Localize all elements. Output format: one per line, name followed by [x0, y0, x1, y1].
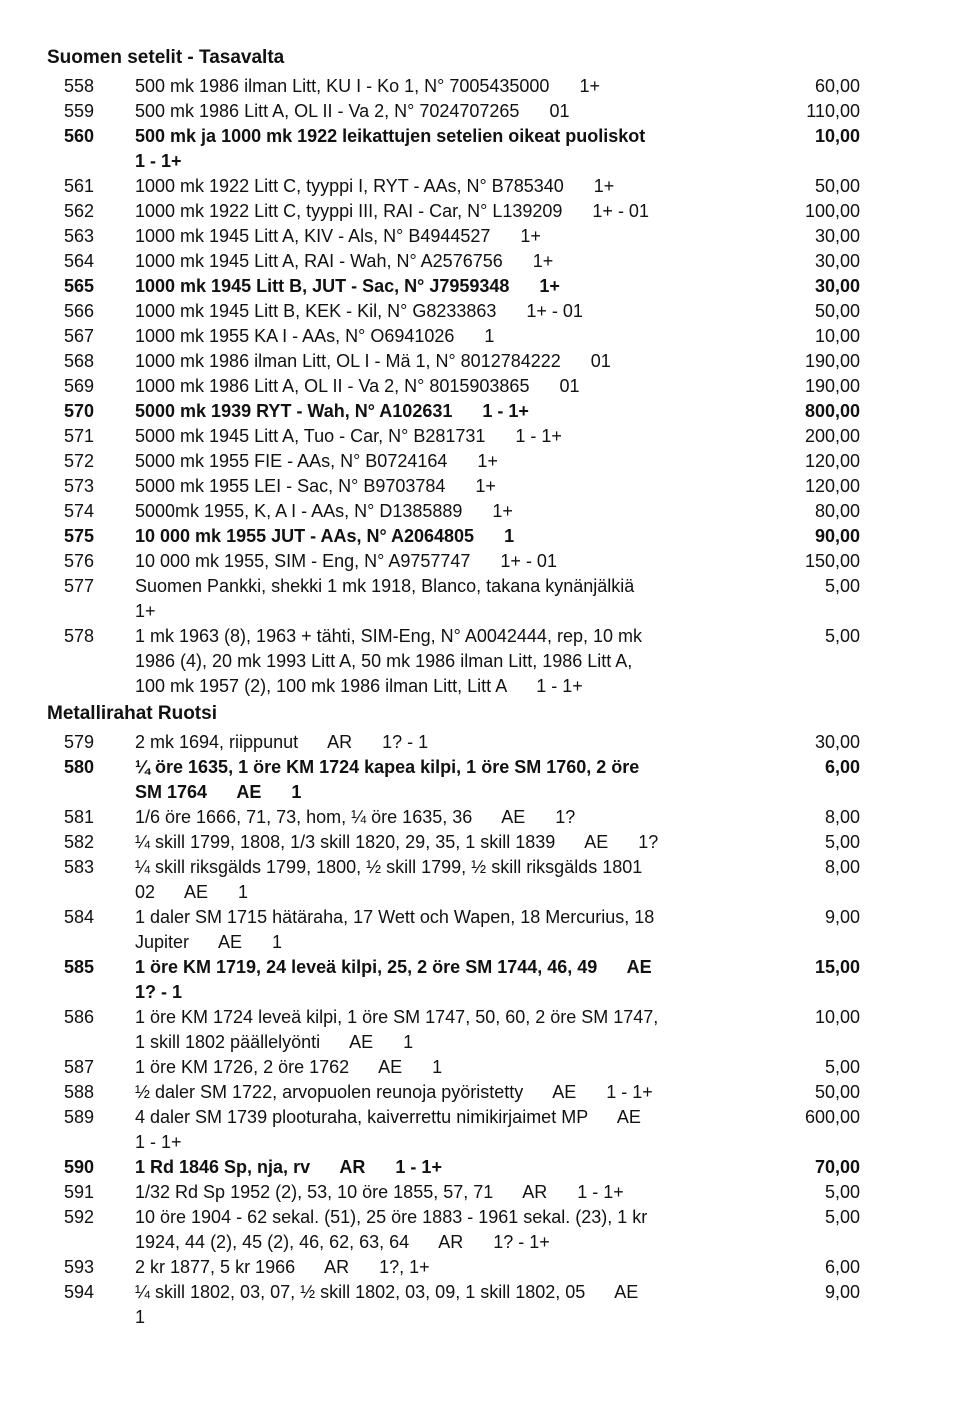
lot-description-line: 1000 mk 1955 KA I - AAs, N° O6941026 1 — [135, 326, 495, 346]
lot-number: 574 — [64, 501, 95, 521]
lot-description-line: Suomen Pankki, shekki 1 mk 1918, Blanco, takana kynänjälkiä — [135, 576, 635, 596]
lot-description-line: 1000 mk 1945 Litt B, JUT - Sac, N° J7959348 1+ — [135, 276, 560, 296]
lot-description-line: Jupiter AE 1 — [135, 932, 283, 952]
lot-description-line: 1000 mk 1945 Litt A, KIV - Als, N° B4944527 1+ — [135, 226, 541, 246]
lot-description-line: 100 mk 1957 (2), 100 mk 1986 ilman Litt, Litt A 1 - 1+ — [135, 676, 583, 696]
lot-number: 562 — [64, 201, 95, 221]
lot-description-line: 1 öre KM 1719, 24 leveä kilpi, 25, 2 öre SM 1744, 46, 49 AE — [135, 957, 652, 977]
lot-number: 572 — [64, 451, 95, 471]
lot-price: 5,00 — [824, 626, 860, 646]
lot-price: 10,00 — [814, 126, 860, 146]
lot-price: 70,00 — [814, 1157, 860, 1177]
lot-price: 5,00 — [824, 832, 860, 852]
lot-number: 569 — [64, 376, 95, 396]
lot-description-line: 500 mk 1986 ilman Litt, KU I - Ko 1, N° 7005435000 1+ — [135, 76, 600, 96]
lot-price: 80,00 — [814, 501, 860, 521]
lot-number: 588 — [64, 1082, 95, 1102]
lot-description-line: 10 000 mk 1955 JUT - AAs, N° A2064805 1 — [135, 526, 515, 546]
lot-price: 100,00 — [804, 201, 860, 221]
lot-description-line: 1 - 1+ — [135, 151, 182, 171]
lot-price: 5,00 — [824, 576, 860, 596]
lot-price: 30,00 — [814, 276, 860, 296]
lot-number: 592 — [64, 1207, 95, 1227]
lot-number: 593 — [64, 1257, 95, 1277]
lot-description-line: 1 - 1+ — [135, 1132, 182, 1152]
lot-price: 110,00 — [806, 101, 860, 121]
lot-price: 10,00 — [814, 1007, 860, 1027]
lot-price: 15,00 — [814, 957, 860, 977]
lot-description-line: 5000mk 1955, K, A I - AAs, N° D1385889 1+ — [135, 501, 513, 521]
lot-number: 591 — [64, 1182, 95, 1202]
lot-price: 50,00 — [814, 1082, 860, 1102]
lot-price: 800,00 — [804, 401, 860, 421]
lot-description-line: 1000 mk 1986 Litt A, OL II - Va 2, N° 8015903865 01 — [135, 376, 580, 396]
lot-number: 589 — [64, 1107, 95, 1127]
lot-number: 583 — [64, 857, 95, 877]
lot-description-line: 10 000 mk 1955, SIM - Eng, N° A9757747 1+ - 01 — [135, 551, 557, 571]
lot-description-line: 2 kr 1877, 5 kr 1966 AR 1?, 1+ — [135, 1257, 430, 1277]
lot-price: 600,00 — [804, 1107, 860, 1127]
lot-description-line: 1000 mk 1986 ilman Litt, OL I - Mä 1, N° 8012784222 01 — [135, 351, 611, 371]
lot-description-line: 1000 mk 1922 Litt C, tyyppi III, RAI - Car, N° L139209 1+ - 01 — [135, 201, 649, 221]
lot-description-line: 2 mk 1694, riippunut AR 1? - 1 — [135, 732, 429, 752]
lot-number: 575 — [64, 526, 95, 546]
lot-number: 560 — [64, 126, 95, 146]
lot-description-line: 1+ — [135, 601, 156, 621]
lot-description-line: 1 mk 1963 (8), 1963 + tähti, SIM-Eng, N° A0042444, rep, 10 mk — [135, 626, 642, 646]
lot-description-line: 1/32 Rd Sp 1952 (2), 53, 10 öre 1855, 57, 71 AR 1 - 1+ — [135, 1182, 624, 1202]
lot-description-line: 1 — [135, 1307, 146, 1327]
lot-number: 568 — [64, 351, 95, 371]
lot-number: 576 — [64, 551, 95, 571]
lot-description-line: ¼ skill 1802, 03, 07, ½ skill 1802, 03, 09, 1 skill 1802, 05 AE — [135, 1282, 639, 1302]
lot-price: 8,00 — [824, 857, 860, 877]
lot-number: 561 — [64, 176, 95, 196]
lot-description-line: 1 skill 1802 päällelyönti AE 1 — [135, 1032, 414, 1052]
lot-number: 594 — [64, 1282, 95, 1302]
lot-price: 8,00 — [824, 807, 860, 827]
lot-number: 581 — [64, 807, 95, 827]
lot-description-line: 1000 mk 1922 Litt C, tyyppi I, RYT - AAs, N° B785340 1+ — [135, 176, 615, 196]
lot-description-line: 1986 (4), 20 mk 1993 Litt A, 50 mk 1986 ilman Litt, 1986 Litt A, — [135, 651, 633, 671]
lot-price: 9,00 — [824, 1282, 860, 1302]
lot-description-line: 500 mk ja 1000 mk 1922 leikattujen setelien oikeat puoliskot — [135, 126, 646, 146]
lot-description-line: ¼ öre 1635, 1 öre KM 1724 kapea kilpi, 1 öre SM 1760, 2 öre — [135, 757, 640, 777]
lot-number: 585 — [64, 957, 95, 977]
lot-description-line: 1924, 44 (2), 45 (2), 46, 62, 63, 64 AR 1? - 1+ — [135, 1232, 550, 1252]
lot-price: 60,00 — [814, 76, 860, 96]
lot-price: 50,00 — [814, 301, 860, 321]
lot-number: 577 — [64, 576, 95, 596]
lot-price: 9,00 — [824, 907, 860, 927]
lot-description-line: 1? - 1 — [135, 982, 183, 1002]
lot-number: 566 — [64, 301, 95, 321]
section-heading: Metallirahat Ruotsi — [47, 703, 217, 724]
lot-price: 30,00 — [814, 732, 860, 752]
lot-price: 6,00 — [824, 757, 860, 777]
lot-description-line: 4 daler SM 1739 plooturaha, kaiverrettu nimikirjaimet MP AE — [135, 1107, 641, 1127]
lot-description-line: 500 mk 1986 Litt A, OL II - Va 2, N° 7024707265 01 — [135, 101, 570, 121]
lot-description-line: 1/6 öre 1666, 71, 73, hom, ¼ öre 1635, 36 AE 1? — [135, 807, 576, 827]
lot-description-line: 1 Rd 1846 Sp, nja, rv AR 1 - 1+ — [135, 1157, 442, 1177]
lot-description-line: 5000 mk 1939 RYT - Wah, N° A102631 1 - 1+ — [135, 401, 529, 421]
lot-number: 586 — [64, 1007, 95, 1027]
lot-price: 5,00 — [824, 1057, 860, 1077]
lot-description-line: 10 öre 1904 - 62 sekal. (51), 25 öre 1883 - 1961 sekal. (23), 1 kr — [135, 1207, 648, 1227]
lot-description-line: 5000 mk 1945 Litt A, Tuo - Car, N° B281731 1 - 1+ — [135, 426, 562, 446]
lot-price: 5,00 — [824, 1207, 860, 1227]
lot-description-line: 1 öre KM 1724 leveä kilpi, 1 öre SM 1747, 50, 60, 2 öre SM 1747, — [135, 1007, 659, 1027]
lot-price: 5,00 — [824, 1182, 860, 1202]
lot-number: 590 — [64, 1157, 95, 1177]
lot-price: 120,00 — [804, 476, 860, 496]
lot-price: 190,00 — [804, 376, 860, 396]
lot-description-line: 1 daler SM 1715 hätäraha, 17 Wett och Wapen, 18 Mercurius, 18 — [135, 907, 655, 927]
lot-number: 559 — [64, 101, 95, 121]
lot-description-line: 1000 mk 1945 Litt A, RAI - Wah, N° A2576756 1+ — [135, 251, 554, 271]
lot-number: 563 — [64, 226, 95, 246]
lot-description-line: ¼ skill riksgälds 1799, 1800, ½ skill 1799, ½ skill riksgälds 1801 — [135, 857, 643, 877]
lot-description-line: ½ daler SM 1722, arvopuolen reunoja pyöristetty AE 1 - 1+ — [135, 1082, 653, 1102]
lot-description-line: 02 AE 1 — [135, 882, 249, 902]
section-heading: Suomen setelit - Tasavalta — [47, 47, 285, 68]
lot-number: 571 — [64, 426, 95, 446]
lot-price: 190,00 — [804, 351, 860, 371]
lot-price: 6,00 — [824, 1257, 860, 1277]
lot-number: 570 — [64, 401, 95, 421]
lot-description-line: ¼ skill 1799, 1808, 1/3 skill 1820, 29, 35, 1 skill 1839 AE 1? — [135, 832, 659, 852]
lot-description-line: 1000 mk 1945 Litt B, KEK - Kil, N° G8233863 1+ - 01 — [135, 301, 583, 321]
lot-description-line: 5000 mk 1955 LEI - Sac, N° B9703784 1+ — [135, 476, 496, 496]
lot-description-line: SM 1764 AE 1 — [135, 782, 302, 802]
lot-description-line: 5000 mk 1955 FIE - AAs, N° B0724164 1+ — [135, 451, 498, 471]
lot-number: 587 — [64, 1057, 95, 1077]
lot-price: 30,00 — [814, 226, 860, 246]
lot-price: 200,00 — [804, 426, 860, 446]
lot-price: 30,00 — [814, 251, 860, 271]
lot-price: 120,00 — [804, 451, 860, 471]
lot-price: 150,00 — [804, 551, 860, 571]
lot-description-line: 1 öre KM 1726, 2 öre 1762 AE 1 — [135, 1057, 443, 1077]
lot-number: 558 — [64, 76, 95, 96]
lot-number: 573 — [64, 476, 95, 496]
lot-number: 578 — [64, 626, 95, 646]
lot-number: 582 — [64, 832, 95, 852]
lot-number: 565 — [64, 276, 95, 296]
lot-number: 584 — [64, 907, 95, 927]
lot-price: 90,00 — [814, 526, 860, 546]
lot-price: 10,00 — [814, 326, 860, 346]
lot-number: 564 — [64, 251, 95, 271]
lot-number: 567 — [64, 326, 95, 346]
lot-number: 579 — [64, 732, 95, 752]
lot-price: 50,00 — [814, 176, 860, 196]
lot-number: 580 — [64, 757, 95, 777]
